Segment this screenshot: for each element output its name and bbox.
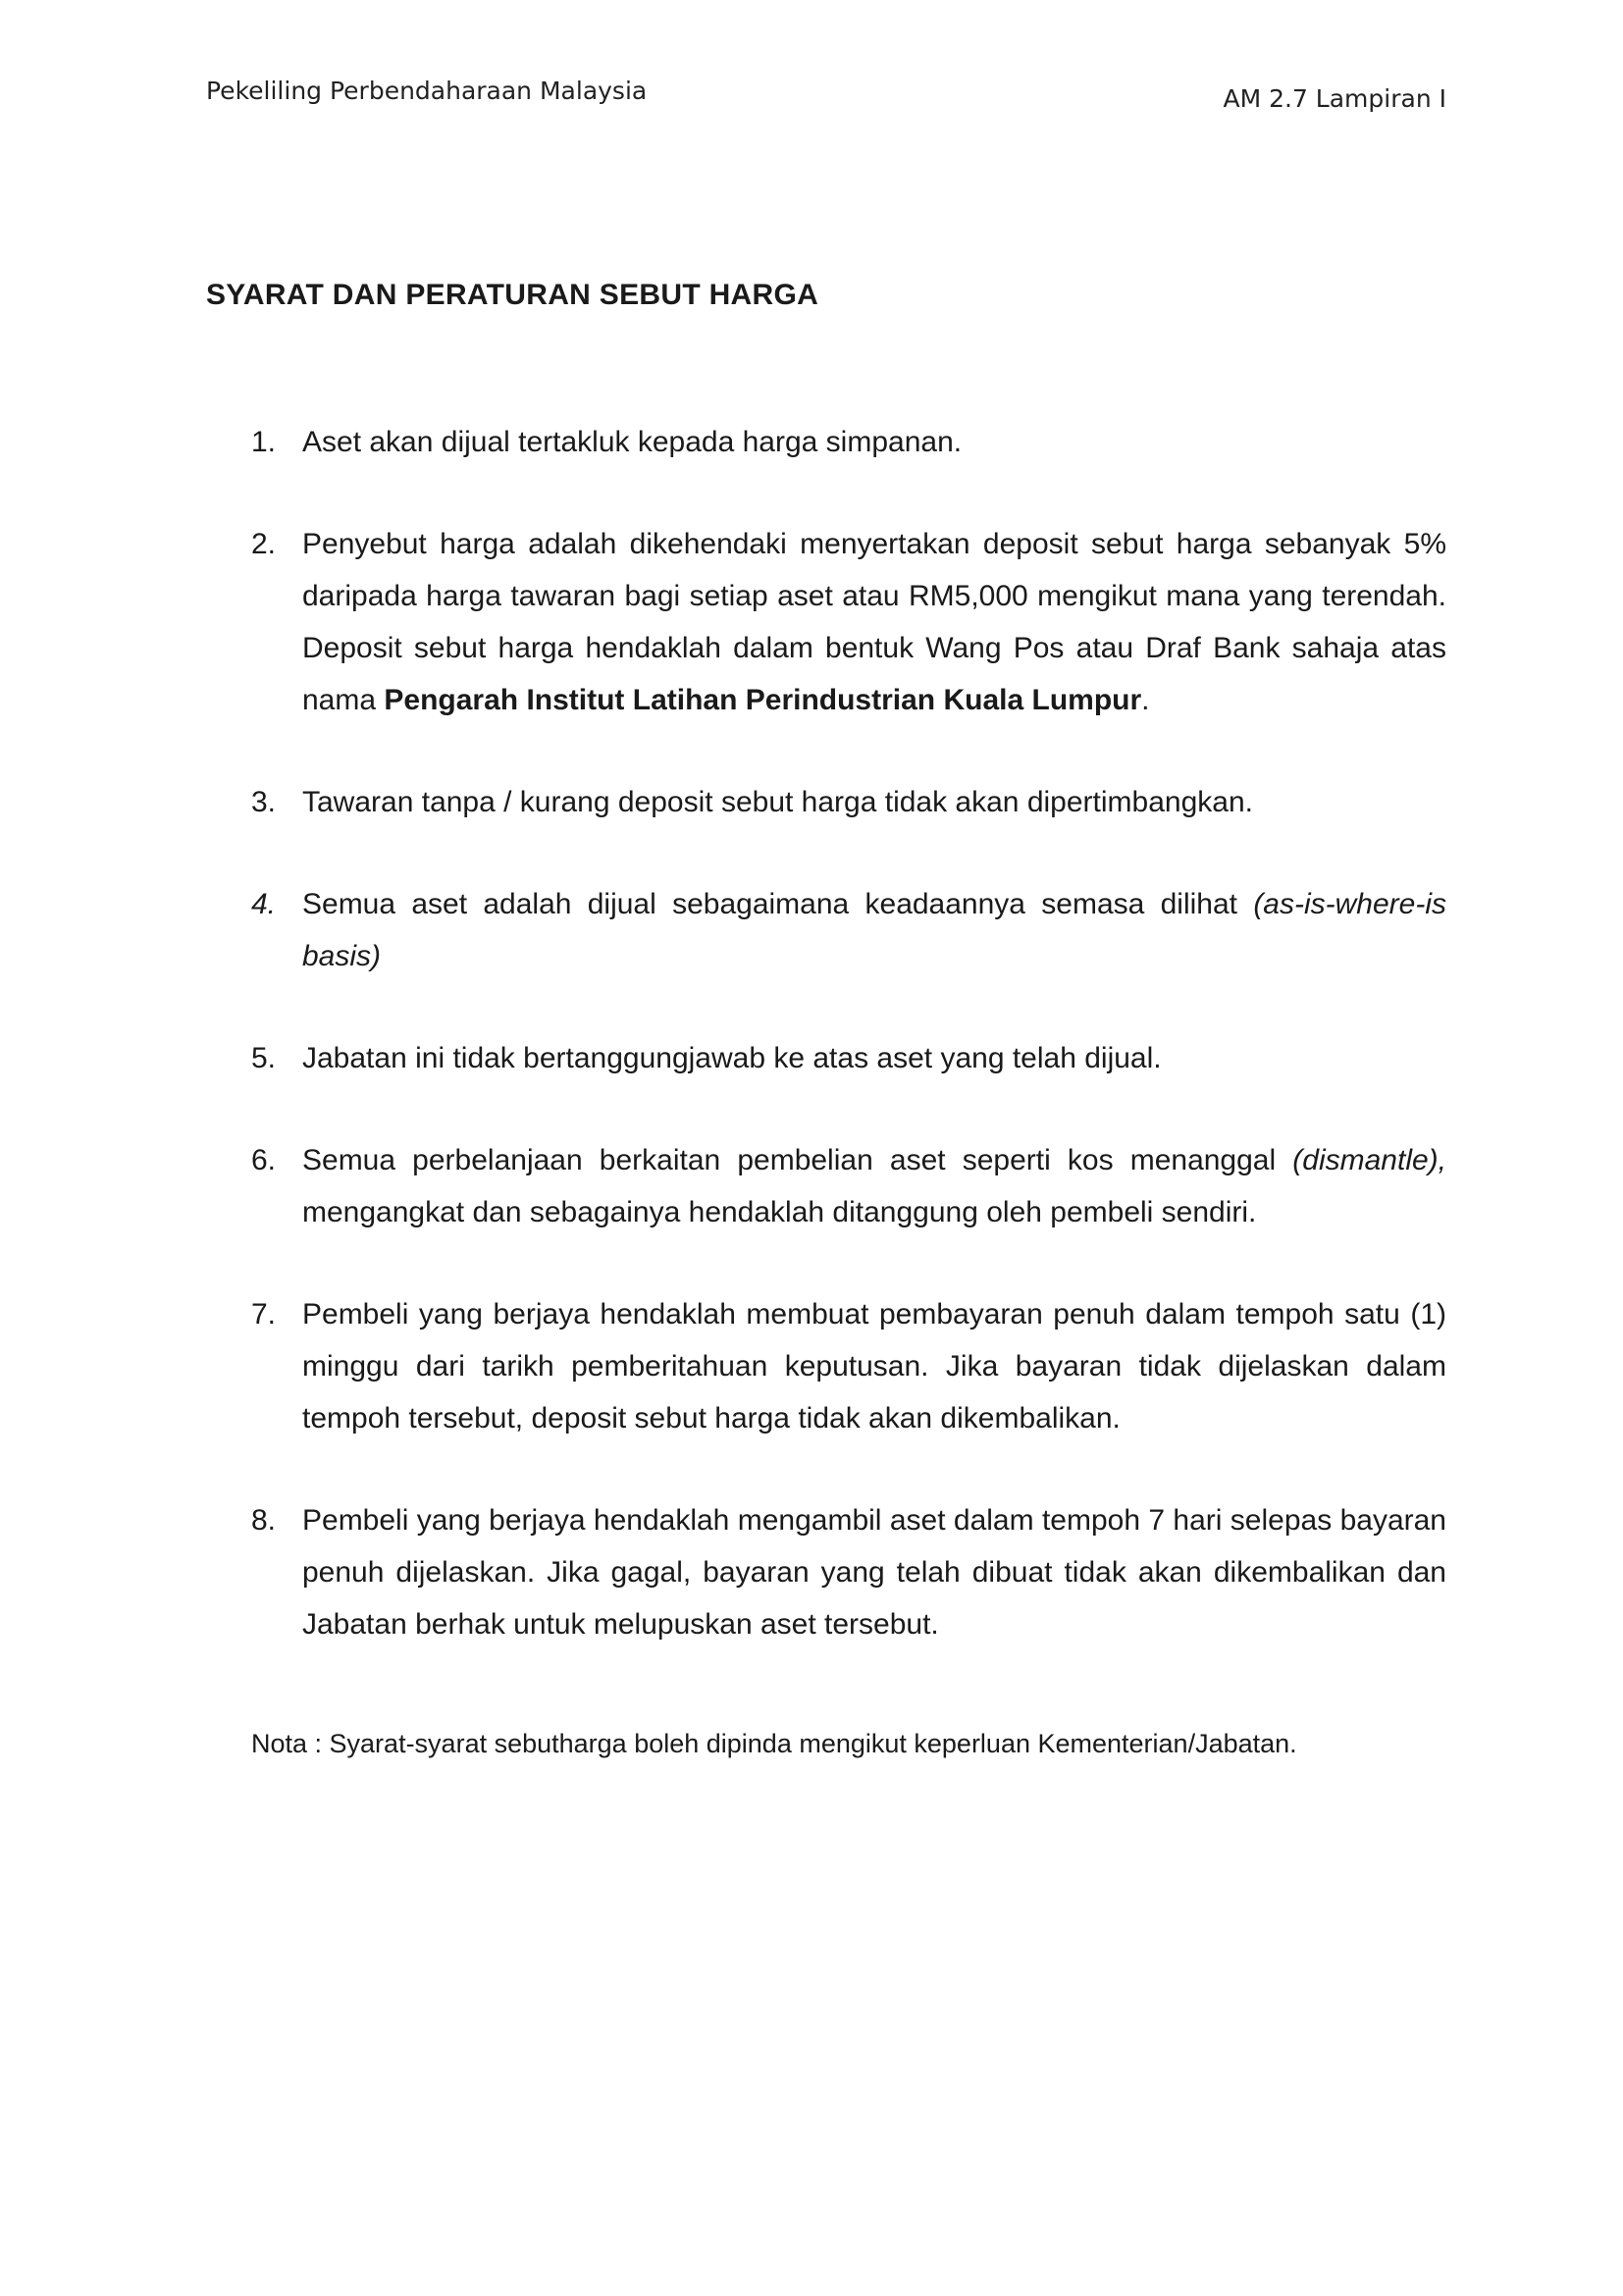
term-item-5 (251, 1032, 1446, 1084)
term-text: Penyebut harga adalah dikehendaki menyertakan deposit sebut harga sebanyak 5% daripada harga tawaran bagi setiap aset atau RM5,000 mengikut mana yang terendah. Deposit sebut harga hendaklah dalam bentuk Wang Pos atau Draf Bank sahaja atas nama Pengarah Institut Latihan Perindustrian Kuala Lumpur. (302, 528, 1446, 716)
term-text: Tawaran tanpa / kurang deposit sebut harga tidak akan dipertimbangkan. (302, 786, 1253, 818)
italic-phrase: (dismantle), (1292, 1144, 1446, 1176)
term-number: 8. (251, 1504, 277, 1537)
term-item-2 (251, 518, 1446, 726)
payee-name: Pengarah Institut Latihan Perindustrian Kuala Lumpur (384, 684, 1142, 716)
term-item-3 (251, 776, 1446, 828)
term-item-8 (251, 1494, 1446, 1650)
term-item-4 (251, 878, 1446, 982)
term-number: 3. (251, 786, 277, 818)
term-number: 1. (251, 426, 277, 458)
term-text: Pembeli yang berjaya hendaklah mengambil aset dalam tempoh 7 hari selepas bayaran penuh dijelaskan. Jika gagal, bayaran yang telah dibuat tidak akan dikembalikan dan Jabatan berhak untuk melupuskan aset tersebut. (302, 1504, 1446, 1641)
term-number: 7. (251, 1298, 277, 1331)
term-text: Pembeli yang berjaya hendaklah membuat pembayaran penuh dalam tempoh satu (1) minggu dari tarikh pemberitahuan keputusan. Jika bayaran tidak dijelaskan dalam tempoh tersebut, deposit sebut harga tidak akan dikembalikan. (302, 1298, 1446, 1435)
term-item-6 (251, 1134, 1446, 1238)
term-number: 5. (251, 1042, 277, 1074)
term-text: Semua perbelanjaan berkaitan pembelian aset seperti kos menanggal (dismantle), mengangkat dan sebagainya hendaklah ditanggung oleh pembeli sendiri. (302, 1144, 1446, 1228)
footnote: Nota : Syarat-syarat sebutharga boleh dipinda mengikut keperluan Kementerian/Jabatan. (251, 1729, 1297, 1758)
term-number: 6. (251, 1144, 277, 1176)
term-text: Aset akan dijual tertakluk kepada harga simpanan. (302, 426, 963, 458)
terms-list (251, 416, 1446, 1700)
italic-phrase: (as-is-where-is basis) (302, 888, 1446, 972)
term-item-7 (251, 1288, 1446, 1444)
header-reference: AM 2.7 Lampiran I (1223, 84, 1446, 113)
header-circular-title: Pekeliling Perbendaharaan Malaysia (206, 77, 648, 105)
document-title: SYARAT DAN PERATURAN SEBUT HARGA (206, 279, 819, 311)
term-number: 2. (251, 528, 277, 560)
term-text: Semua aset adalah dijual sebagaimana keadaannya semasa dilihat (as-is-where-is basis) (302, 888, 1446, 972)
term-item-1 (251, 416, 1446, 468)
term-number: 4. (251, 888, 277, 920)
term-text: Jabatan ini tidak bertanggungjawab ke atas aset yang telah dijual. (302, 1042, 1162, 1074)
